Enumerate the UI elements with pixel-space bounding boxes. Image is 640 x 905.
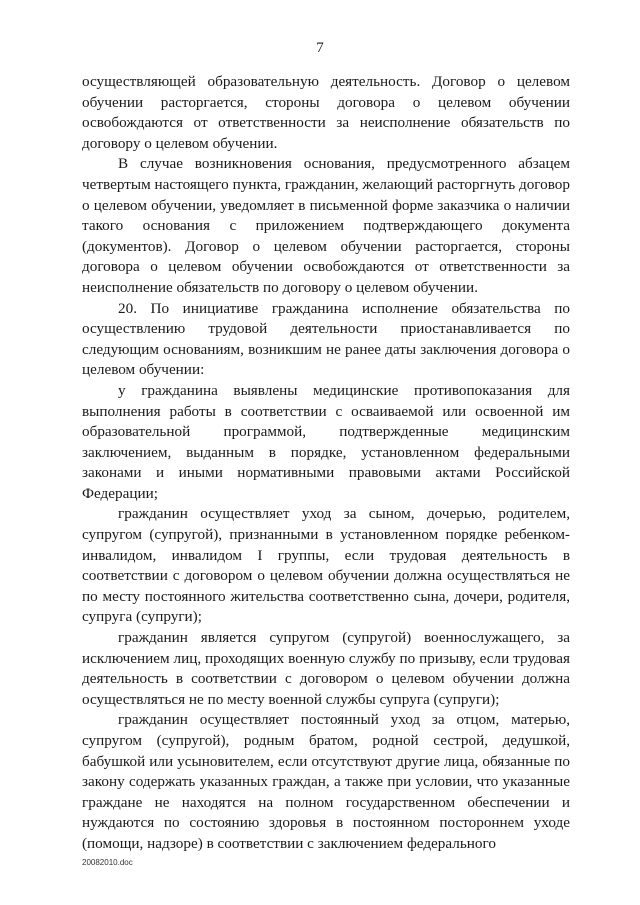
paragraph-permanent-care: гражданин осуществляет постоянный уход за отцом, матерью, супругом (супругой), родным братом, родной сестрой, дедушкой, бабушкой или усыновителем, если отсутствуют другие лица, обязанные по закону содержать указанных граждан, а также при условии, что указанные граждане не находятся на полном государственном обеспечении и нуждаются по состоянию здоровья в постоянном постороннем уходе (помощи, надзоре) в соответствии с заключением федерального bbox=[82, 711, 570, 852]
paragraph-clause-20: 20. По инициативе гражданина исполнение обязательства по осуществлению трудовой деятельности приостанавливается по следующим основаниям, возникшим не ранее даты заключения договора о целевом обучении: bbox=[82, 299, 570, 379]
page-number: 7 bbox=[316, 40, 324, 56]
file-name-footer: 20082010.doc bbox=[82, 858, 133, 867]
paragraph-termination-notice: В случае возникновения основания, предусмотренного абзацем четвертым настоящего пункта, гражданин, желающий расторгнуть договор о целевом обучении, уведомляет в письменной форме заказчика о наличии такого основания с приложением подтверждающего документа (документов). Договор о целевом обучении расторгается, стороны договора о целевом обучении освобождаются от ответственности за неисполнение обязательств по договору о целевом обучении. bbox=[82, 155, 570, 296]
paragraph-military-spouse: гражданин является супругом (супругой) военнослужащего, за исключением лиц, проходящих военную службу по призыву, если трудовая деятельность в соответствии с договором о целевом обучении должна осуществляться не по месту военной службы супруга (супруги); bbox=[82, 629, 570, 708]
paragraph-medical-contraindications: у гражданина выявлены медицинские противопоказания для выполнения работы в соответствии с осваиваемой или освоенной им образовательной программой, подтвержденные медицинским заключением, выданным в порядке, установленном федеральными законами и иными нормативными правовыми актами Российской Федерации; bbox=[82, 381, 570, 502]
paragraph-care-for-disabled: гражданин осуществляет уход за сыном, дочерью, родителем, супругом (супругой), признанными в установленном порядке ребенком-инвалидом, инвалидом I группы, если трудовая деятельность в соответствии с договором о целевом обучении должна осуществляться не по месту постоянного жительства соответственно сына, дочери, родителя, супруга (супруги); bbox=[82, 505, 570, 626]
paragraph-continuation: осуществляющей образовательную деятельность. Договор о целевом обучении расторгается, стороны договора о целевом обучении освобождаются от ответственности за неисполнение обязательств по договору о целевом обучении. bbox=[82, 73, 570, 152]
document-body bbox=[82, 72, 570, 855]
